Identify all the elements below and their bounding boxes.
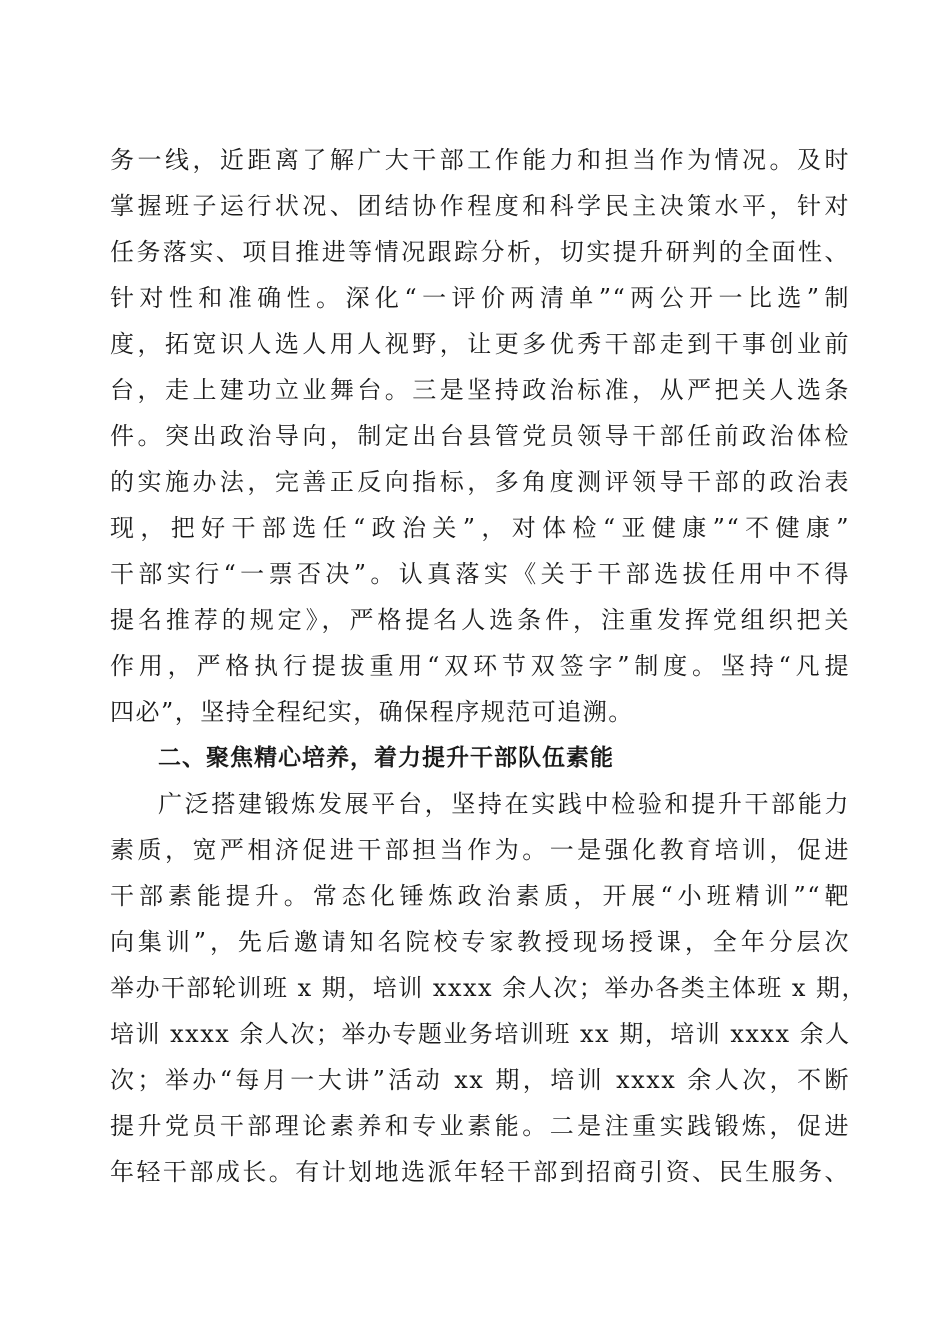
- paragraph2-line-8: 提升党员干部理论素养和专业素能。二是注重实践锻炼，促进: [110, 1112, 850, 1140]
- paragraph2-line-5: 举办干部轮训班 x 期，培训 xxxx 余人次；举办各类主体班 x 期，: [110, 974, 867, 1002]
- paragraph1-line-9: 现，把好干部选任“政治关”，对体检“亚健康”“不健康”: [110, 514, 850, 542]
- paragraph2-line-6: 培训 xxxx 余人次；举办专题业务培训班 xx 期，培训 xxxx 余人: [110, 1020, 851, 1048]
- paragraph1-line-1: 务一线，近距离了解广大干部工作能力和担当作为情况。及时: [110, 146, 850, 174]
- paragraph2-line-4: 向集训”，先后邀请知名院校专家教授现场授课，全年分层次: [110, 928, 850, 956]
- paragraph1-line-4: 针对性和准确性。深化“一评价两清单”“两公开一比选”制: [110, 284, 850, 312]
- paragraph2-line-9: 年轻干部成长。有计划地选派年轻干部到招商引资、民生服务、: [110, 1158, 850, 1186]
- paragraph2-line-3: 干部素能提升。常态化锤炼政治素质，开展“小班精训”“靶: [110, 882, 850, 910]
- paragraph1-line-13: 四必”，坚持全程纪实，确保程序规范可追溯。: [110, 698, 634, 726]
- paragraph2-line-2: 素质，宽严相济促进干部担当作为。一是强化教育培训，促进: [110, 836, 850, 864]
- paragraph1-line-7: 件。突出政治导向，制定出台县管党员领导干部任前政治体检: [110, 422, 850, 450]
- paragraph2-line-7: 次；举办“每月一大讲”活动 xx 期，培训 xxxx 余人次，不断: [110, 1066, 850, 1094]
- paragraph1-line-8: 的实施办法，完善正反向指标，多角度测评领导干部的政治表: [110, 468, 850, 496]
- paragraph1-line-5: 度，拓宽识人选人用人视野，让更多优秀干部走到干事创业前: [110, 330, 850, 358]
- paragraph1-line-11: 提名推荐的规定》，严格提名人选条件，注重发挥党组织把关: [110, 606, 850, 634]
- paragraph1-line-6: 台，走上建功立业舞台。三是坚持政治标准，从严把关人选条: [110, 376, 850, 404]
- section-heading: 二、聚焦精心培养，着力提升干部队伍素能: [158, 745, 614, 771]
- paragraph1-line-3: 任务落实、项目推进等情况跟踪分析，切实提升研判的全面性、: [110, 238, 850, 266]
- paragraph2-line-1: 广泛搭建锻炼发展平台，坚持在实践中检验和提升干部能力: [158, 790, 850, 818]
- paragraph1-line-2: 掌握班子运行状况、团结协作程度和科学民主决策水平，针对: [110, 192, 850, 220]
- paragraph1-line-12: 作用，严格执行提拔重用“双环节双签字”制度。坚持“凡提: [110, 652, 850, 680]
- paragraph1-line-10: 干部实行“一票否决”。认真落实《关于干部选拔任用中不得: [110, 560, 850, 588]
